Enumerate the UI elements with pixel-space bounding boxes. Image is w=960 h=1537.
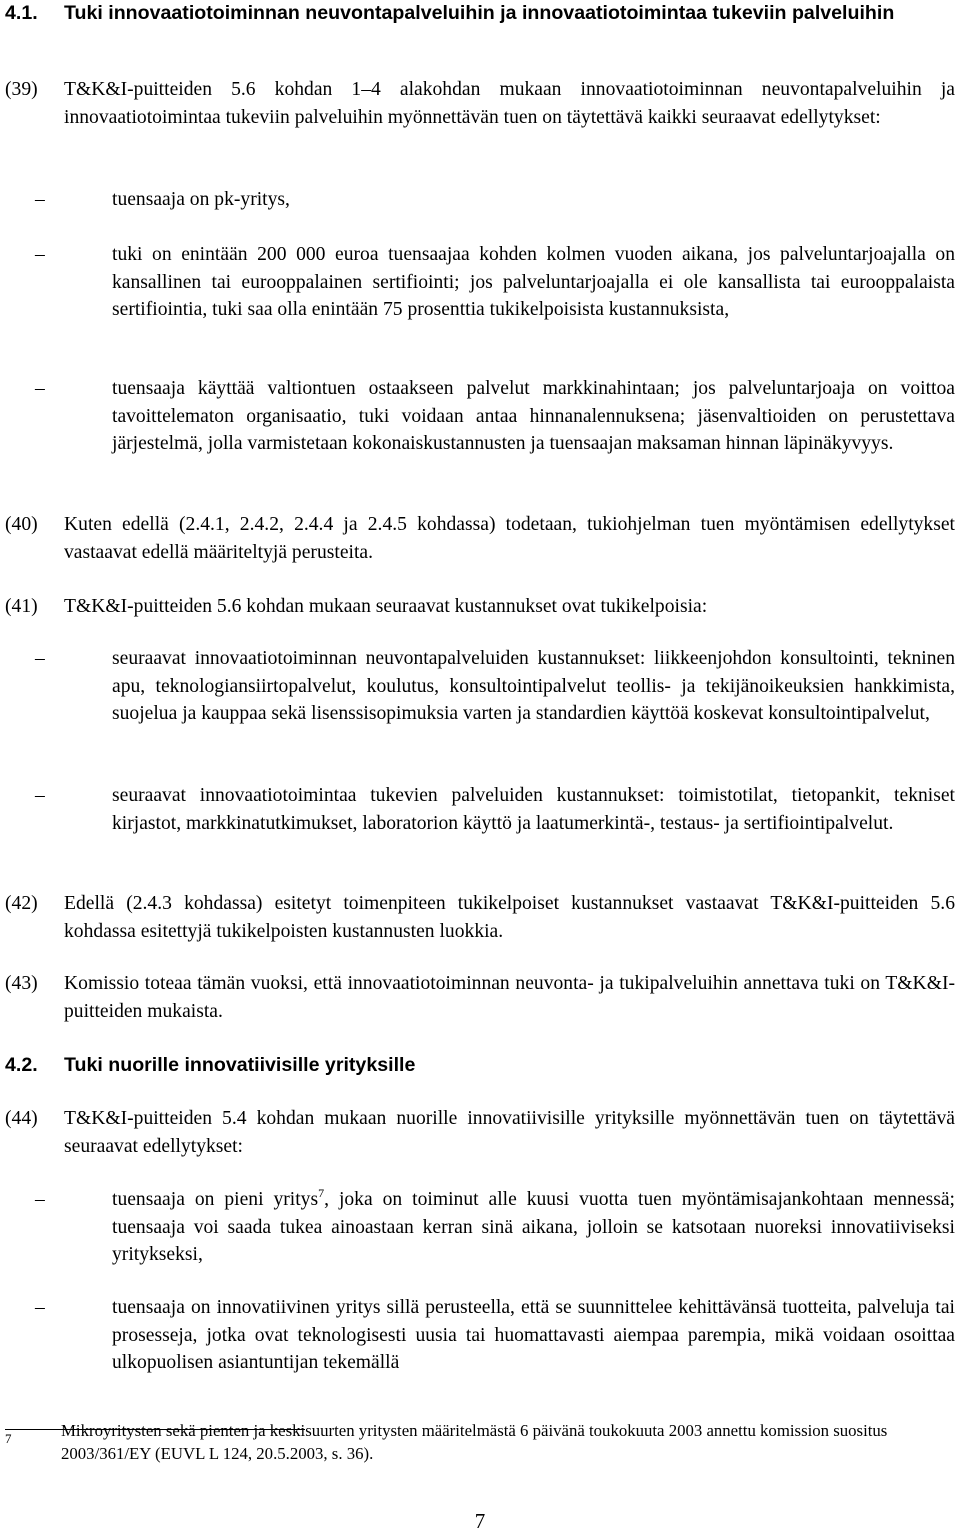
dash-marker: – <box>35 244 45 265</box>
dash-marker: – <box>35 378 45 399</box>
list-item <box>35 645 955 728</box>
list-item-text: tuensaaja on innovatiivinen yritys sillä perusteella, että se suunnittelee kehittävänsä tuotteita, palveluja tai prosesseja, jotka ovat teknologisesti uusia tai huomattavasti aiempaa parempia, mikä voidaan osoittaa ulkopuolisen asiantuntijan tekemällä <box>112 1297 955 1374</box>
footnote-text: Mikroyritysten sekä pienten ja keskisuurten yritysten määritelmästä 6 päivänä toukokuuta 2003 annettu komission suositus 2003/361/EY (EUVL L 124, 20.5.2003, s. 36). <box>61 1421 888 1463</box>
list-item-text <box>112 1186 955 1269</box>
paragraph-number: (44) <box>5 1108 38 1129</box>
paragraph-text: T&K&I-puitteiden 5.4 kohdan mukaan nuorille innovatiivisille yrityksille myönnettävän tuen on täytettävä seuraavat edellytykset: <box>64 1108 955 1157</box>
paragraph-43 <box>5 970 955 1025</box>
dash-marker: – <box>35 1297 45 1318</box>
list-item <box>35 1186 955 1269</box>
paragraph-text: Komissio toteaa tämän vuoksi, että innovaatiotoiminnan neuvonta- ja tukipalveluihin annettava tuki on T&K&I-puitteiden mukaista. <box>64 973 955 1022</box>
list-item-text: tuensaaja käyttää valtiontuen ostaakseen palvelut markkinahintaan; jos palveluntarjoaja on voittoa tavoittelematon organisaatio, tuki voidaan antaa hinnanalennuksena; jäsenvaltioiden on perustettava järjestelmä, jolla varmistetaan kokonaiskustannusten ja tuensaajan maksaman hinnan läpinäkyvyys. <box>112 378 955 455</box>
paragraph-number: (42) <box>5 893 38 914</box>
section-title: Tuki innovaatiotoiminnan neuvontapalveluihin ja innovaatiotoimintaa tukeviin palveluihin <box>64 2 895 24</box>
list-item-text: seuraavat innovaatiotoiminnan neuvontapalveluiden kustannukset: liikkeenjohdon konsultointi, tekninen apu, teknologiansiirtopalvelut, koulutus, konsultointipalvelut teollis- ja tekijänoikeuksien hankkimista, suojelua ja kauppaa sekä lisenssisopimuksia varten ja standardien käyttöä koskevat konsultointipalvelut, <box>112 648 955 725</box>
section-title: Tuki nuorille innovatiivisille yrityksille <box>64 1054 416 1076</box>
paragraph-41 <box>5 593 955 621</box>
paragraph-39 <box>5 76 955 131</box>
paragraph-44 <box>5 1105 955 1160</box>
list-item <box>35 186 955 214</box>
paragraph-text: T&K&I-puitteiden 5.6 kohdan 1–4 alakohdan mukaan innovaatiotoiminnan neuvontapalveluihin ja innovaatiotoimintaa tukeviin palveluihin myönnettävän tuen on täytettävä kaikki seuraavat edellytykset: <box>64 79 955 128</box>
section-number: 4.1. <box>5 2 38 24</box>
list-item <box>35 375 955 458</box>
paragraph-text: Kuten edellä (2.4.1, 2.4.2, 2.4.4 ja 2.4.5 kohdassa) todetaan, tukiohjelman tuen myöntämisen edellytykset vastaavat edellä määriteltyjä perusteita. <box>64 514 955 563</box>
list-item-text: tuki on enintään 200 000 euroa tuensaajaa kohden kolmen vuoden aikana, jos palveluntarjoajalla on kansallinen tai eurooppalainen sertifiointi; jos palveluntarjoajalla ei ole kansallista tai eurooppalaista sertifiointia, tuki saa olla enintään 75 prosenttia tukikelpoisista kustannuksista, <box>112 244 955 321</box>
list-item-text-end: , joka on toiminut alle kuusi vuotta tuen myöntämisajankohtaan mennessä; tuensaaja voi saada tukea ainoastaan kerran sinä aikana, jolloin se katsotaan nuoreksi innovatiiviseksi yritykseksi, <box>112 1189 955 1266</box>
list-item <box>35 782 955 837</box>
section-heading-4-2 <box>5 1052 955 1080</box>
dash-marker: – <box>35 648 45 669</box>
list-item <box>35 241 955 324</box>
paragraph-number: (43) <box>5 973 38 994</box>
paragraph-text: T&K&I-puitteiden 5.6 kohdan mukaan seuraavat kustannukset ovat tukikelpoisia: <box>64 596 708 617</box>
paragraph-number: (40) <box>5 514 38 535</box>
section-heading-4-1 <box>5 0 955 28</box>
footnote <box>5 1419 955 1465</box>
dash-marker: – <box>35 1189 45 1210</box>
paragraph-number: (39) <box>5 79 38 100</box>
page-number: 7 <box>474 1509 486 1533</box>
paragraph-text: Edellä (2.4.3 kohdassa) esitetyt toimenpiteen tukikelpoiset kustannukset vastaavat T&K&I-puitteiden 5.6 kohdassa esitettyjä tukikelpoisten kustannusten luokkia. <box>64 893 955 942</box>
footnote-mark: 7 <box>5 1431 12 1446</box>
footnote-reference[interactable]: 7 <box>318 1186 325 1200</box>
paragraph-42 <box>5 890 955 945</box>
paragraph-number: (41) <box>5 596 38 617</box>
list-item <box>35 1294 955 1377</box>
paragraph-40 <box>5 511 955 566</box>
dash-marker: – <box>35 785 45 806</box>
section-number: 4.2. <box>5 1054 38 1076</box>
list-item-text: seuraavat innovaatiotoimintaa tukevien palveluiden kustannukset: toimistotilat, tietopankit, tekniset kirjastot, markkinatutkimukset, laboratorion käyttö ja laatumerkintä-, testaus- ja sertifiointipalvelut. <box>112 785 955 834</box>
list-item-text: tuensaaja on pk-yritys, <box>112 189 290 210</box>
dash-marker: – <box>35 189 45 210</box>
list-item-text-start: tuensaaja on pieni yritys <box>112 1189 319 1210</box>
